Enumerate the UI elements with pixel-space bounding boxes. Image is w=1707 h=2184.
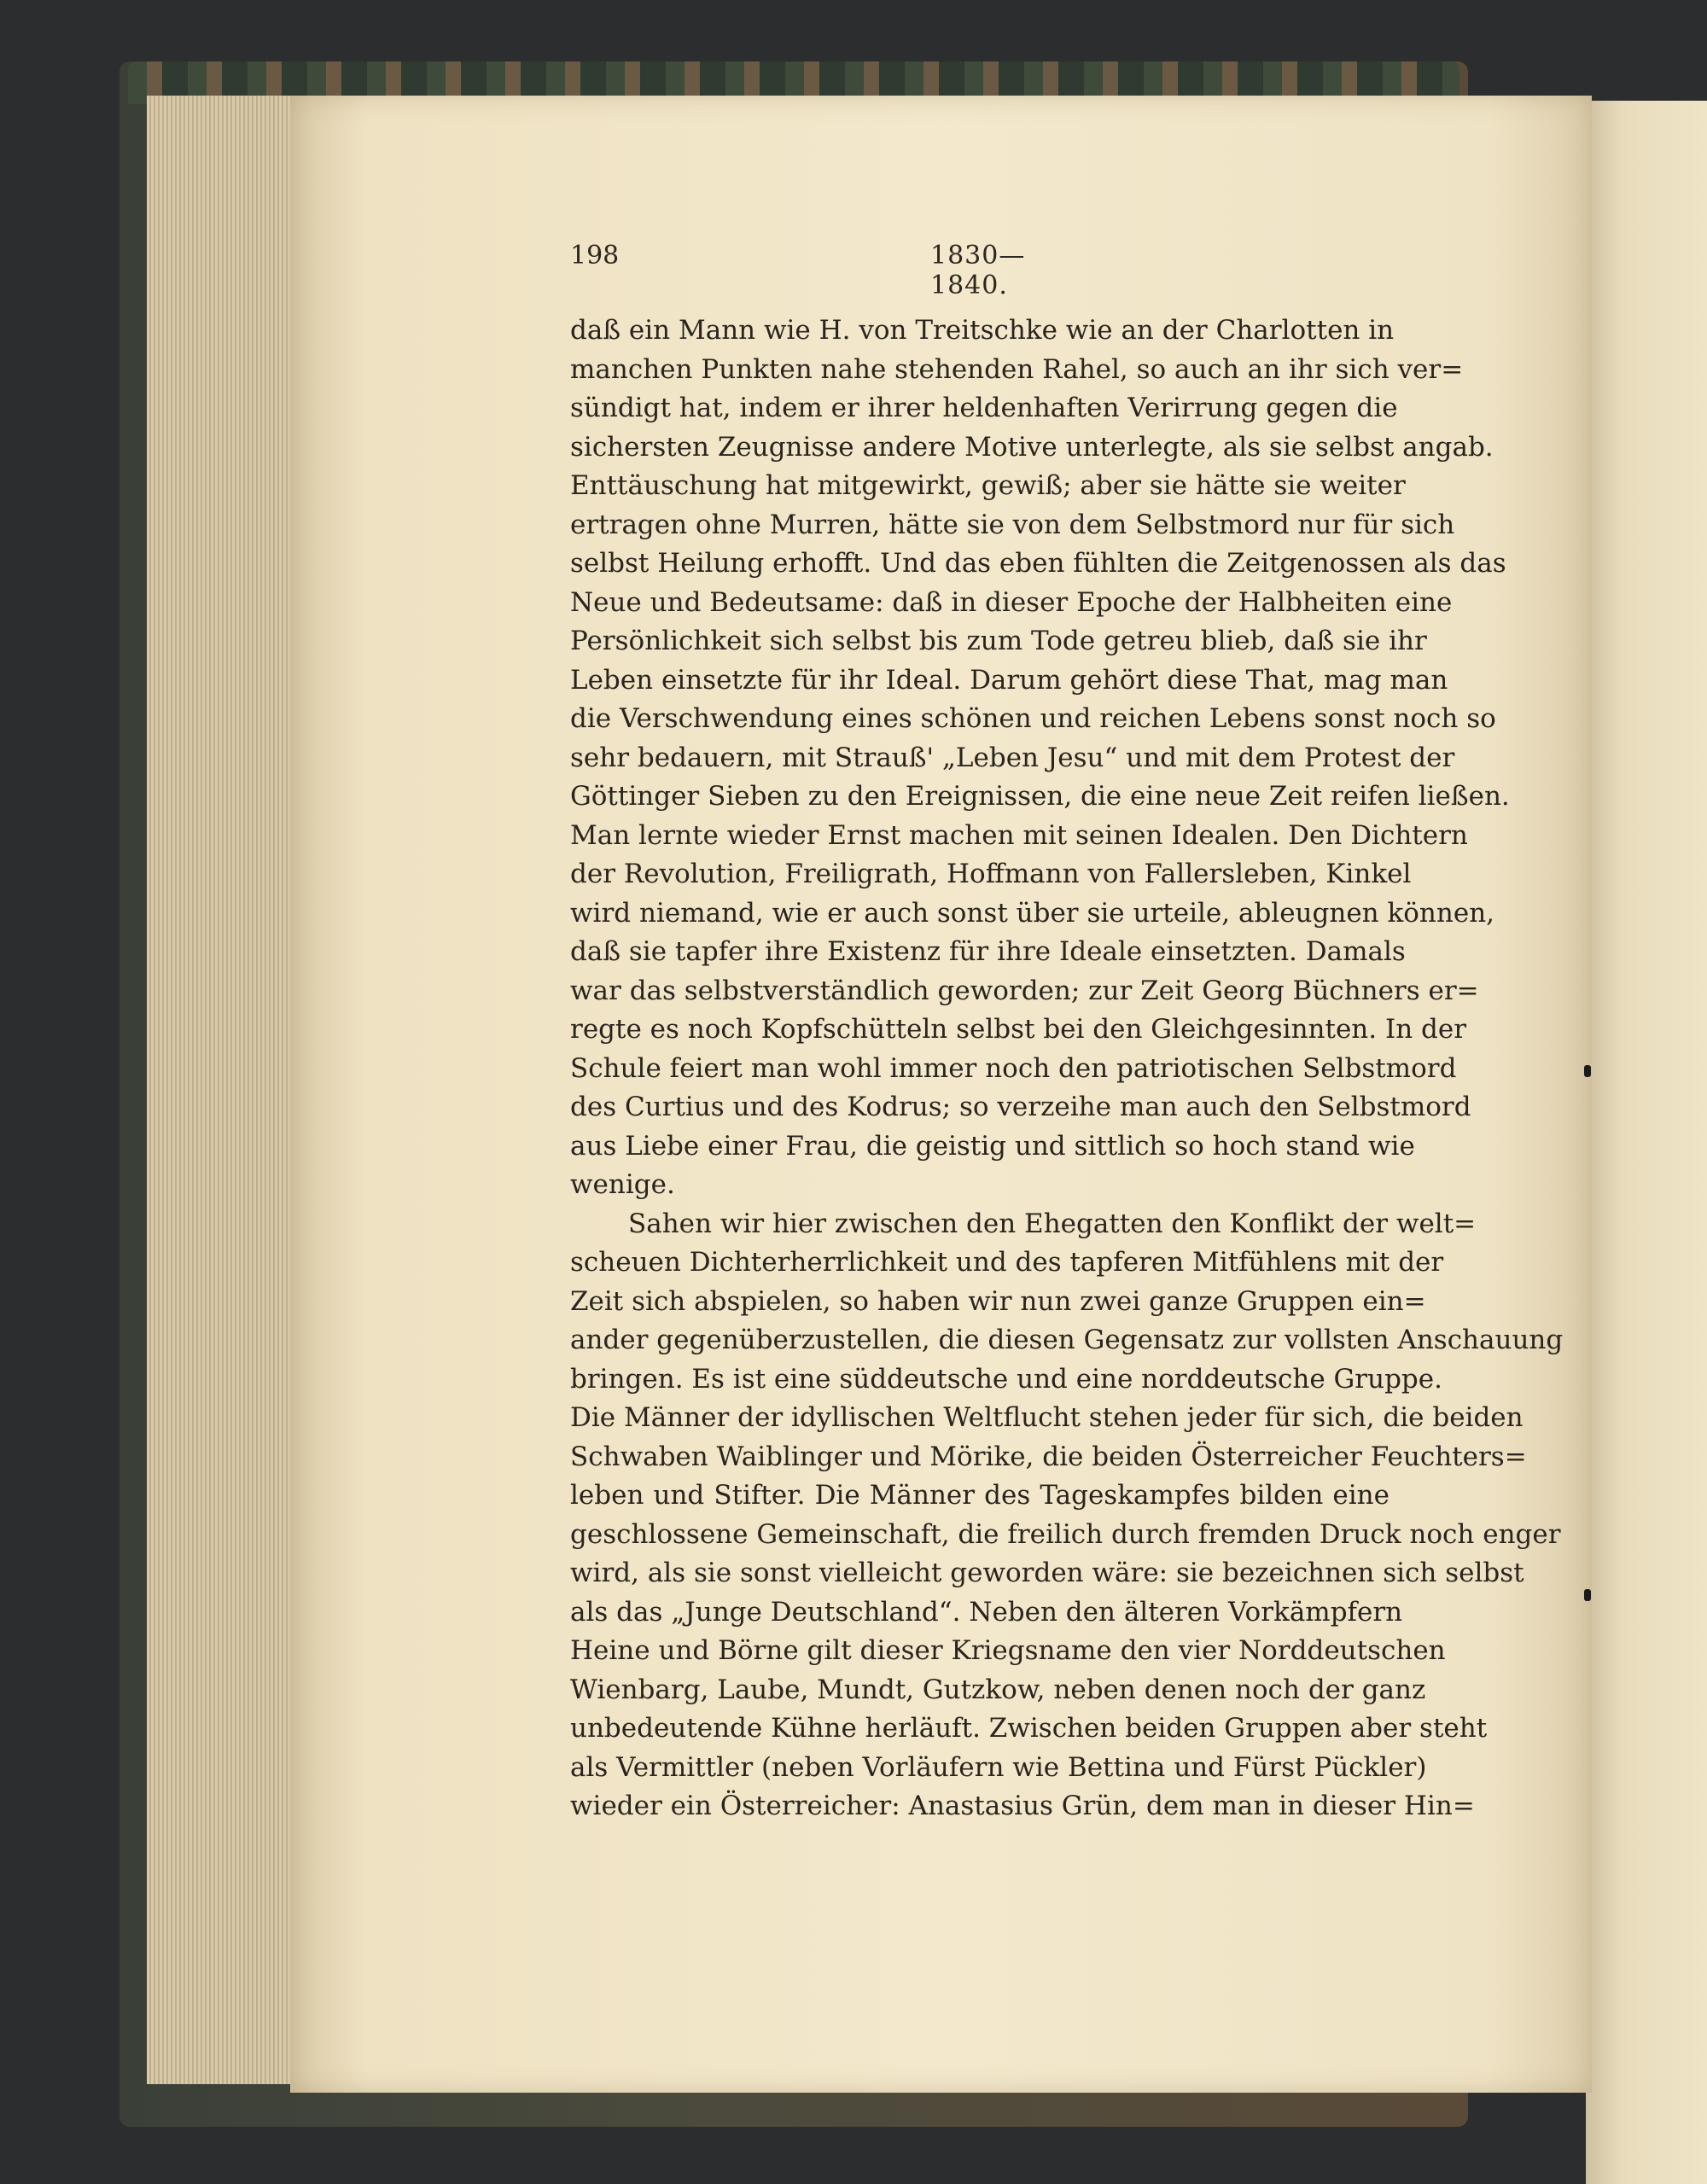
text-line: ertragen ohne Murren, hätte sie von dem Selbstmord nur für sich — [570, 509, 1455, 540]
text-line: Göttinger Sieben zu den Ereignissen, die eine neue Zeit reifen ließen. — [570, 781, 1510, 812]
text-line: Zeit sich abspielen, so haben wir nun zwei ganze Gruppen ein= — [570, 1285, 1426, 1317]
text-line: bringen. Es ist eine süddeutsche und eine norddeutsche Gruppe. — [570, 1363, 1442, 1395]
text-line: wird niemand, wie er auch sonst über sie urteile, ableugnen können, — [570, 897, 1495, 929]
text-line: die Verschwendung eines schönen und reichen Lebens sonst noch so — [570, 703, 1496, 734]
text-line: daß ein Mann wie H. von Treitschke wie an der Charlotten in — [570, 315, 1395, 346]
text-line: Leben einsetzte für ihr Ideal. Darum gehört diese That, mag man — [570, 664, 1448, 696]
body-text — [570, 312, 1564, 1826]
facing-page — [1586, 101, 1707, 2184]
text-line: geschlossene Gemeinschaft, die freilich durch fremden Druck noch enger — [570, 1518, 1561, 1550]
text-line: sündigt hat, indem er ihrer heldenhaften Verirrung gegen die — [570, 393, 1398, 423]
text-line: Die Männer der idyllischen Weltflucht stehen jeder für sich, die beiden — [570, 1402, 1523, 1433]
text-line: wenige. — [570, 1169, 675, 1200]
text-line: Persönlichkeit sich selbst bis zum Tode getreu blieb, daß sie ihr — [570, 626, 1427, 656]
text-line: unbedeutende Kühne herläuft. Zwischen beiden Gruppen aber steht — [570, 1713, 1488, 1744]
text-line: wird, als sie sonst vielleicht geworden wäre: sie bezeichnen sich selbst — [570, 1558, 1524, 1588]
margin-mark — [1584, 1065, 1591, 1077]
text-line: sichersten Zeugnisse andere Motive unterlegte, als sie selbst angab. — [570, 431, 1494, 463]
running-head-title: 1830—1840. — [930, 241, 1026, 300]
text-line: manchen Punkten nahe stehenden Rahel, so auch an ihr sich ver= — [570, 353, 1464, 385]
text-line: wieder ein Österreicher: Anastasius Grün, dem man in dieser Hin= — [570, 1791, 1475, 1821]
text-line: Sahen wir hier zwischen den Ehegatten den Konflikt der welt= — [628, 1208, 1477, 1239]
text-line: war das selbstverständlich geworden; zur Zeit Georg Büchners er= — [570, 975, 1479, 1006]
margin-mark — [1584, 1589, 1591, 1601]
text-line: Man lernte wieder Ernst machen mit seinen Idealen. Den Dichtern — [570, 819, 1468, 851]
text-line: Neue und Bedeutsame: daß in dieser Epoche der Halbheiten eine — [570, 586, 1453, 618]
text-line: der Revolution, Freiligrath, Hoffmann von Fallersleben, Kinkel — [570, 859, 1412, 889]
text-line: aus Liebe einer Frau, die geistig und sittlich so hoch stand wie — [570, 1130, 1415, 1162]
text-line: leben und Stifter. Die Männer des Tageskampfes bilden eine — [570, 1480, 1389, 1511]
text-line: Wienbarg, Laube, Mundt, Gutzkow, neben denen noch der ganz — [570, 1674, 1426, 1705]
text-line: Enttäuschung hat mitgewirkt, gewiß; aber sie hätte sie weiter — [570, 470, 1406, 501]
text-line: als das „Junge Deutschland“. Neben den älteren Vorkämpfern — [570, 1596, 1403, 1628]
text-line: Heine und Börne gilt dieser Kriegsname den vier Norddeutschen — [570, 1635, 1446, 1666]
text-line: des Curtius und des Kodrus; so verzeihe man auch den Selbstmord — [570, 1092, 1471, 1122]
text-line: Schwaben Waiblinger und Mörike, die beiden Österreicher Feuchters= — [570, 1441, 1527, 1472]
text-line: Schule feiert man wohl immer noch den patriotischen Selbstmord — [570, 1052, 1457, 1084]
paragraph — [570, 312, 1510, 1205]
text-line: als Vermittler (neben Vorläufern wie Bettina und Fürst Pückler) — [570, 1751, 1427, 1783]
text-line: regte es noch Kopfschütteln selbst bei den Gleichgesinnten. In der — [570, 1014, 1467, 1045]
paragraph — [570, 1205, 1564, 1826]
text-line: selbst Heilung erhofft. Und das eben fühlten die Zeitgenossen als das — [570, 548, 1506, 579]
text-line: daß sie tapfer ihre Existenz für ihre Ideale einsetzten. Damals — [570, 936, 1406, 967]
page-number: 198 — [570, 241, 620, 271]
running-head — [570, 241, 1082, 300]
text-line: ander gegenüberzustellen, die diesen Gegensatz zur vollsten Anschauung — [570, 1325, 1564, 1355]
text-line: scheuen Dichterherrlichkeit und des tapferen Mitfühlens mit der — [570, 1247, 1444, 1278]
text-line: sehr bedauern, mit Strauß' „Leben Jesu“ und mit dem Protest der — [570, 742, 1455, 773]
